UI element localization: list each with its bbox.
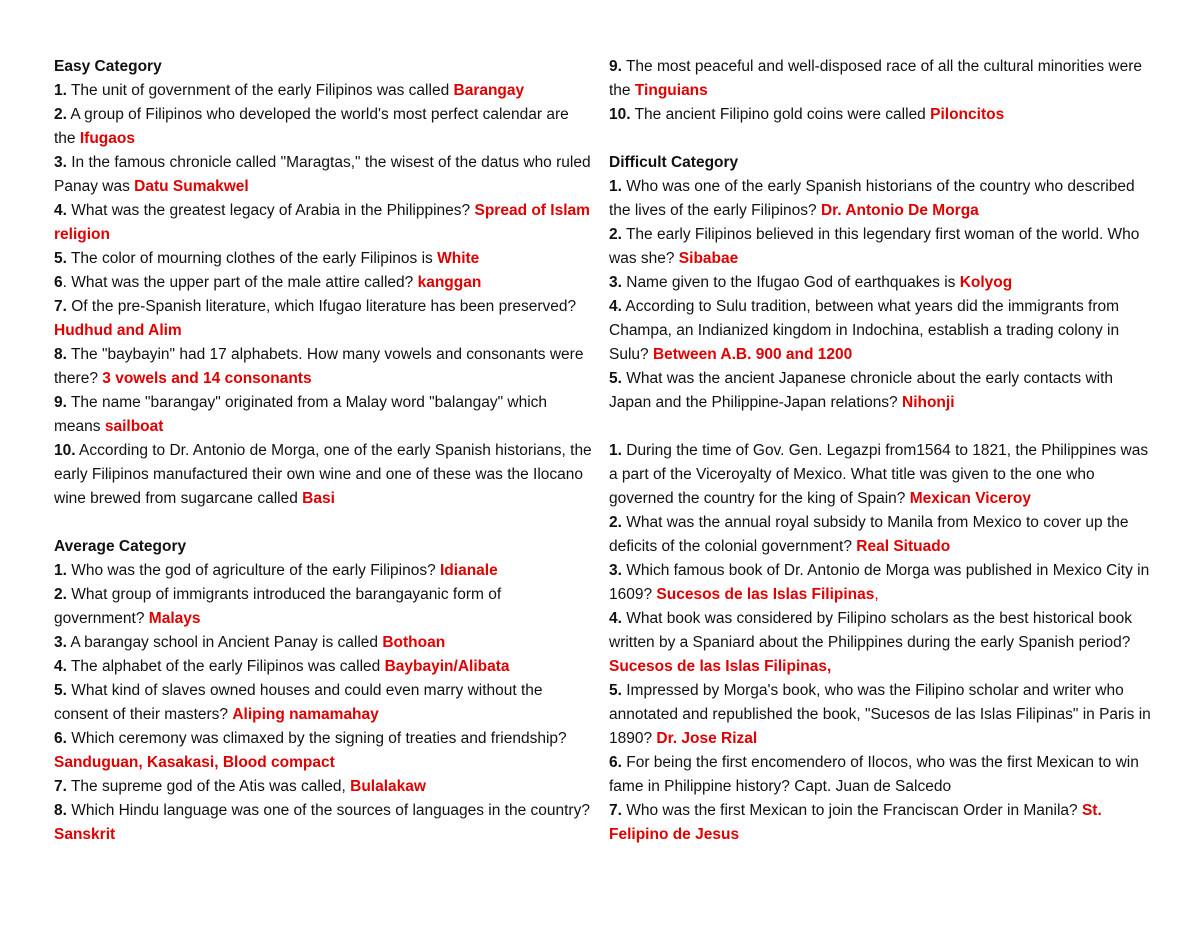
question-number: 7. [54,298,67,315]
question-number: 5. [609,682,622,699]
question-item [609,799,1154,847]
answer-text: St. Felipino de Jesus [609,802,1102,843]
question-text: The most peaceful and well-disposed race of all the cultural minorities were the [609,58,1143,99]
question-item [54,559,594,583]
question-item [54,271,594,295]
question-number: 6. [609,754,622,771]
question-text: The name "barangay" originated from a Malay word "balangay" which means [54,394,548,435]
question-item [54,151,594,199]
question-item [609,175,1154,223]
question-item [54,79,594,103]
question-item [54,391,594,439]
answer-text: Bulalakaw [350,778,426,795]
question-text: The alphabet of the early Filipinos was called [66,658,385,675]
question-item [609,367,1154,415]
question-number: 7. [54,778,67,795]
question-text: The ancient Filipino gold coins were called [630,106,931,123]
question-text: Impressed by Morga's book, who was the Filipino scholar and writer who annotated and republished the book, "Sucesos de las Islas Filipinas" in Paris in 1890? [609,682,1151,747]
answer-text: Hudhud and Alim [54,322,182,339]
question-number: 4. [609,610,622,627]
answer-text: Idianale [440,562,498,579]
answer-text: Spread of Islam religion [54,202,590,243]
question-section [609,55,1154,127]
question-text: The unit of government of the early Filipinos was called [66,82,454,99]
question-number: 4. [609,298,622,315]
answer-text: Barangay [453,82,525,99]
answer-text: Sanskrit [54,826,116,843]
question-text: What was the ancient Japanese chronicle about the early contacts with Japan and the Philippine-Japan relations? [609,370,1114,411]
question-item [609,511,1154,559]
section-gap [609,127,1154,151]
question-item [609,271,1154,295]
question-item [609,103,1154,127]
question-text: Name given to the Ifugao God of earthquakes is [621,274,960,291]
question-item [54,775,594,799]
question-number: 5. [54,250,67,267]
question-item [609,55,1154,103]
answer-text: Real Situado [856,538,951,555]
question-item [54,679,594,727]
question-text: Which ceremony was climaxed by the signing of treaties and friendship? [66,730,567,747]
question-text: The "baybayin" had 17 alphabets. How many vowels and consonants were there? [54,346,584,387]
question-text: The supreme god of the Atis was called, [66,778,351,795]
question-item [54,103,594,151]
question-number: 1. [54,82,67,99]
question-number: 3. [54,154,67,171]
answer-text: 3 vowels and 14 consonants [102,370,312,387]
question-text: Who was the first Mexican to join the Franciscan Order in Manila? [621,802,1082,819]
category-heading: Easy Category [54,58,162,75]
answer-suffix: , [874,586,879,603]
category-heading: Difficult Category [609,154,739,171]
question-text: Who was the god of agriculture of the early Filipinos? [66,562,440,579]
answer-text: Dr. Antonio De Morga [820,202,979,219]
question-item [54,631,594,655]
question-number: 2. [609,226,622,243]
question-text: The color of mourning clothes of the early Filipinos is [66,250,438,267]
answer-text: Piloncitos [930,106,1005,123]
question-number: 8. [54,346,67,363]
right-column [609,55,1154,847]
question-text: What book was considered by Filipino scholars as the best historical book written by a Spaniard about the Philippines during the early Spanish period? [609,610,1132,651]
question-text: Which famous book of Dr. Antonio de Morga was published in Mexico City in 1609? [609,562,1150,603]
question-number: 1. [609,178,622,195]
question-section [54,535,594,847]
section-gap [609,415,1154,439]
answer-text: Sibabae [678,250,739,267]
question-number: 5. [609,370,622,387]
question-text: What group of immigrants introduced the barangayanic form of government? [54,586,502,627]
category-heading: Average Category [54,538,187,555]
question-text: During the time of Gov. Gen. Legazpi from1564 to 1821, the Philippines was a part of the Viceroyalty of Mexico. What title was given to the one who governed the country for the king of Spain? [609,442,1149,507]
answer-text: Tinguians [634,82,708,99]
question-text: . What was the upper part of the male attire called? [62,274,418,291]
answer-text: Baybayin/Alibata [384,658,510,675]
question-item [54,247,594,271]
answer-text: sailboat [104,418,164,435]
question-number: 5. [54,682,67,699]
question-number: 4. [54,202,67,219]
question-number: 3. [609,562,622,579]
question-number: 3. [609,274,622,291]
question-item [609,559,1154,607]
answer-text: Sanduguan, Kasakasi, Blood compact [54,754,335,771]
question-item [609,295,1154,367]
question-text: The early Filipinos believed in this legendary first woman of the world. Who was she? [609,226,1140,267]
question-number: 4. [54,658,67,675]
question-text: In the famous chronicle called "Maragtas," the wisest of the datus who ruled Panay was [54,154,591,195]
question-item [54,199,594,247]
question-item [609,607,1154,679]
answer-text: Between A.B. 900 and 1200 [652,346,853,363]
question-text: Which Hindu language was one of the sources of languages in the country? [66,802,590,819]
answer-text: Sucesos de las Islas Filipinas, [609,658,832,675]
question-text: A barangay school in Ancient Panay is called [66,634,383,651]
answer-text: White [437,250,480,267]
question-number: 6. [54,730,67,747]
question-text: For being the first encomendero of Ilocos, who was the first Mexican to win fame in Philippine history? Capt. Juan de Salcedo [609,754,1139,795]
question-item [54,583,594,631]
question-number: 1. [609,442,622,459]
question-number: 6 [54,274,63,291]
answer-text: Nihonji [902,394,955,411]
question-item [609,439,1154,511]
question-section [609,439,1154,847]
question-number: 3. [54,634,67,651]
question-section [609,151,1154,415]
question-text: What was the annual royal subsidy to Manila from Mexico to cover up the deficits of the colonial government? [609,514,1129,555]
answer-text: Bothoan [382,634,446,651]
question-number: 10. [609,106,631,123]
question-number: 10. [54,442,76,459]
question-item [54,439,594,511]
question-item [54,727,594,775]
answer-text: Malays [148,610,201,627]
question-item [609,679,1154,751]
question-item [54,655,594,679]
answer-text: kanggan [417,274,482,291]
question-text: Of the pre-Spanish literature, which Ifugao literature has been preserved? [66,298,577,315]
question-number: 8. [54,802,67,819]
question-item [609,751,1154,799]
question-text: A group of Filipinos who developed the world's most perfect calendar are the [54,106,569,147]
question-number: 2. [54,586,67,603]
answer-text: Sucesos de las Islas Filipinas [656,586,875,603]
answer-text: Mexican Viceroy [909,490,1031,507]
question-section [54,55,594,511]
question-text: Who was one of the early Spanish historians of the country who described the lives of the early Filipinos? [609,178,1135,219]
answer-text: Kolyog [959,274,1013,291]
answer-text: Dr. Jose Rizal [656,730,758,747]
answer-text: Ifugaos [79,130,135,147]
question-number: 2. [609,514,622,531]
question-text: According to Sulu tradition, between what years did the immigrants from Champa, an Indianized kingdom in Indochina, establish a trading colony in Sulu? [609,298,1120,363]
question-text: According to Dr. Antonio de Morga, one of the early Spanish historians, the early Filipinos manufactured their own wine and one of these was the Ilocano wine brewed from sugarcane called [54,442,592,507]
question-item [54,295,594,343]
answer-text: Aliping namamahay [232,706,379,723]
question-text: What kind of slaves owned houses and could even marry without the consent of their masters? [54,682,543,723]
answer-text: Datu Sumakwel [134,178,249,195]
question-number: 9. [54,394,67,411]
question-text: What was the greatest legacy of Arabia in the Philippines? [66,202,475,219]
question-number: 7. [609,802,622,819]
answer-text: Basi [302,490,335,507]
section-gap [54,511,594,535]
left-column [54,55,594,847]
question-number: 2. [54,106,67,123]
question-item [609,223,1154,271]
question-item [54,799,594,847]
question-item [54,343,594,391]
question-number: 1. [54,562,67,579]
question-number: 9. [609,58,622,75]
